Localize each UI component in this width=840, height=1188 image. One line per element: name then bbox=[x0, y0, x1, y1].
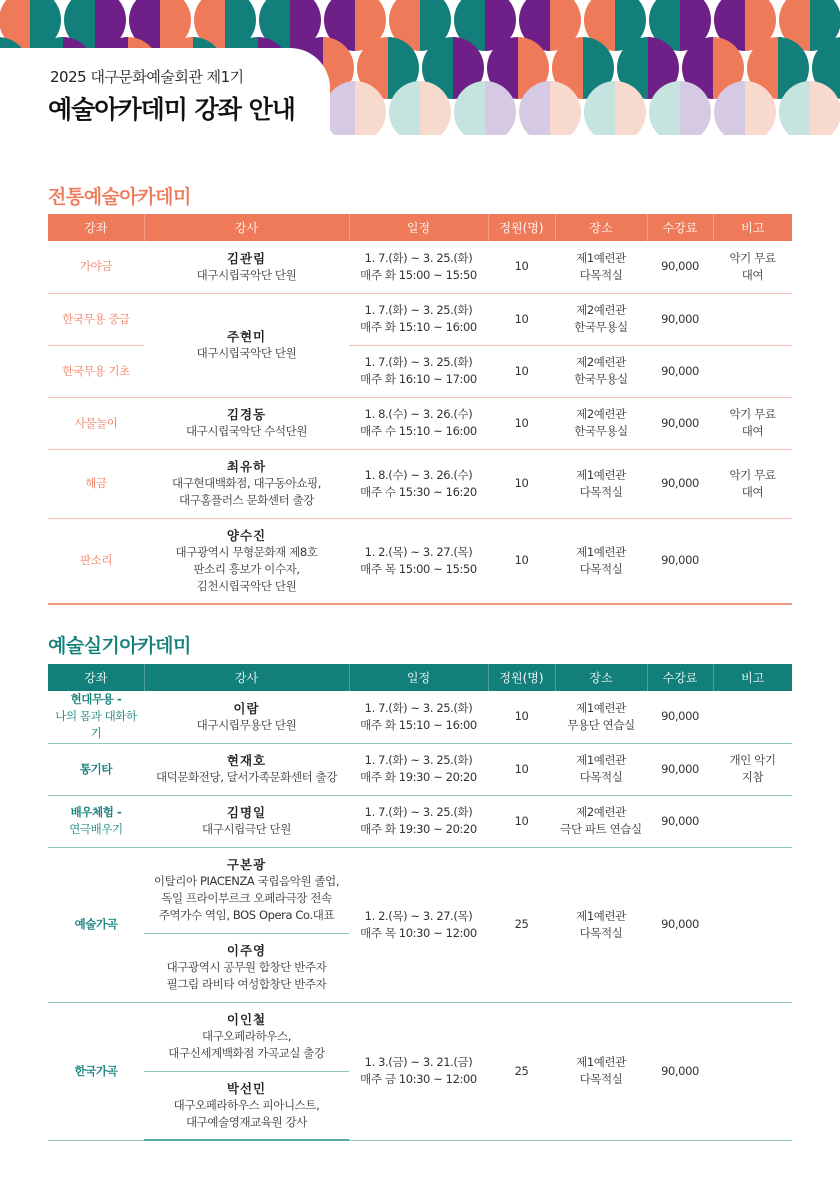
instructor-cell bbox=[144, 449, 349, 518]
table-row bbox=[48, 743, 792, 795]
schedule-cell bbox=[349, 397, 488, 449]
note bbox=[713, 847, 792, 1002]
fee: 90,000 bbox=[647, 847, 713, 1002]
instructor-name: 김경동 bbox=[226, 407, 267, 422]
course-name: 해금 bbox=[48, 449, 144, 518]
instructor-desc: 대덕문화전당, 달서가족문화센터 출강 bbox=[155, 770, 338, 784]
schedule-dates: 1. 7.(화) ~ 3. 25.(화) bbox=[364, 700, 473, 715]
schedule-cell bbox=[349, 449, 488, 518]
fee: 90,000 bbox=[647, 241, 713, 293]
course-name: 사물놀이 bbox=[48, 397, 144, 449]
instructor-desc: 대구시립국악단 단원 bbox=[196, 346, 297, 360]
col-header-capacity: 정원(명) bbox=[488, 214, 555, 241]
place-cell bbox=[555, 293, 647, 345]
place-cell bbox=[555, 691, 647, 743]
course-name: 한국무용 중급 bbox=[48, 293, 144, 345]
capacity: 10 bbox=[488, 293, 555, 345]
fee: 90,000 bbox=[647, 293, 713, 345]
table-header-row bbox=[48, 214, 792, 241]
course-name: 판소리 bbox=[48, 518, 144, 604]
note: 악기 무료 대여 bbox=[713, 397, 792, 449]
place-building: 제1예련관 bbox=[576, 1055, 626, 1069]
table-row bbox=[48, 397, 792, 449]
instructor-cell bbox=[144, 1071, 349, 1140]
instructor-cell bbox=[144, 847, 349, 933]
instructor-cell bbox=[144, 518, 349, 604]
page-subtitle: 2025 대구문화예술회관 제1기 bbox=[50, 68, 244, 86]
capacity: 10 bbox=[488, 743, 555, 795]
note: 개인 악기 지참 bbox=[713, 743, 792, 795]
schedule-cell bbox=[349, 518, 488, 604]
schedule-time: 매주 화 16:10 ~ 17:00 bbox=[360, 372, 477, 386]
note bbox=[713, 518, 792, 604]
col-header-instructor: 강사 bbox=[144, 214, 349, 241]
place-cell bbox=[555, 518, 647, 604]
schedule-dates: 1. 2.(목) ~ 3. 27.(목) bbox=[364, 908, 473, 923]
table-header-row bbox=[48, 664, 792, 691]
instructor-name: 최유하 bbox=[226, 459, 267, 474]
fee: 90,000 bbox=[647, 1002, 713, 1140]
note bbox=[713, 691, 792, 743]
place-cell bbox=[555, 743, 647, 795]
place-building: 제2예련관 bbox=[576, 805, 626, 819]
col-header-place: 장소 bbox=[555, 664, 647, 691]
schedule-cell bbox=[349, 691, 488, 743]
schedule-cell bbox=[349, 345, 488, 397]
col-header-course: 강좌 bbox=[48, 664, 144, 691]
col-header-note: 비고 bbox=[713, 214, 792, 241]
place-cell bbox=[555, 241, 647, 293]
schedule-time: 매주 화 15:10 ~ 16:00 bbox=[360, 717, 477, 732]
instructor-desc: 대구오페라하우스, 대구신세계백화점 가곡교실 출강 bbox=[168, 1029, 325, 1060]
instructor-cell bbox=[144, 691, 349, 743]
schedule-dates: 1. 7.(화) ~ 3. 25.(화) bbox=[364, 303, 473, 317]
capacity: 25 bbox=[488, 847, 555, 1002]
place-building: 제1예련관 bbox=[576, 250, 626, 265]
course-subtitle: 나의 몸과 대화하기 bbox=[55, 709, 137, 741]
table-row bbox=[48, 518, 792, 604]
schedule-time: 매주 화 19:30 ~ 20:20 bbox=[360, 770, 477, 784]
schedule-time: 매주 화 15:00 ~ 15:50 bbox=[360, 267, 477, 282]
instructor-name: 양수진 bbox=[226, 527, 267, 543]
place-building: 제1예련관 bbox=[576, 908, 626, 923]
instructor-name: 주현미 bbox=[226, 329, 267, 344]
col-header-note: 비고 bbox=[713, 664, 792, 691]
instructor-desc: 대구시립극단 단원 bbox=[202, 822, 291, 836]
schedule-dates: 1. 7.(화) ~ 3. 25.(화) bbox=[364, 753, 473, 767]
place-building: 제2예련관 bbox=[576, 407, 626, 421]
capacity: 10 bbox=[488, 691, 555, 743]
instructor-desc: 대구오페라하우스 피아니스트, 대구예술영재교육원 강사 bbox=[173, 1097, 320, 1129]
schedule-cell bbox=[349, 1002, 488, 1140]
schedule-time: 매주 목 10:30 ~ 12:00 bbox=[360, 925, 477, 940]
schedule-dates: 1. 3.(금) ~ 3. 21.(금) bbox=[364, 1055, 473, 1069]
capacity: 10 bbox=[488, 518, 555, 604]
course-name bbox=[48, 795, 144, 847]
note: 악기 무료 대여 bbox=[713, 241, 792, 293]
place-cell bbox=[555, 795, 647, 847]
instructor-name: 김명일 bbox=[226, 805, 267, 820]
instructor-desc: 이탈리아 PIACENZA 국립음악원 졸업, 독일 프라이부르크 오페라극장 전속 주역가수 역임, BOS Opera Co.대표 bbox=[153, 874, 340, 922]
col-header-schedule: 일정 bbox=[349, 664, 488, 691]
instructor-name: 현재호 bbox=[226, 753, 267, 768]
schedule-dates: 1. 8.(수) ~ 3. 26.(수) bbox=[364, 467, 473, 482]
capacity: 10 bbox=[488, 345, 555, 397]
schedule-cell bbox=[349, 241, 488, 293]
col-header-fee: 수강료 bbox=[647, 664, 713, 691]
course-subtitle: 연극배우기 bbox=[69, 822, 123, 836]
schedule-dates: 1. 7.(화) ~ 3. 25.(화) bbox=[364, 250, 473, 265]
schedule-time: 매주 목 15:00 ~ 15:50 bbox=[360, 561, 477, 576]
place-building: 제2예련관 bbox=[576, 303, 626, 317]
table-row bbox=[48, 293, 792, 345]
schedule-time: 매주 금 10:30 ~ 12:00 bbox=[360, 1072, 477, 1086]
table-row bbox=[48, 241, 792, 293]
traditional-course-table bbox=[48, 214, 792, 605]
schedule-dates: 1. 7.(화) ~ 3. 25.(화) bbox=[364, 355, 473, 369]
col-header-fee: 수강료 bbox=[647, 214, 713, 241]
instructor-desc: 대구광역시 무형문화재 제8호 판소리 흥보가 이수자, 김천시립국악단 단원 bbox=[175, 544, 318, 593]
page-title: 예술아카데미 강좌 안내 bbox=[48, 95, 295, 124]
col-header-place: 장소 bbox=[555, 214, 647, 241]
fee: 90,000 bbox=[647, 743, 713, 795]
instructor-name: 구본광 bbox=[226, 857, 267, 872]
instructor-cell bbox=[144, 241, 349, 293]
instructor-desc: 대구시립국악단 단원 bbox=[196, 267, 297, 282]
schedule-dates: 1. 8.(수) ~ 3. 26.(수) bbox=[364, 407, 473, 421]
course-title: 배우체험 - bbox=[70, 805, 122, 819]
table-row bbox=[48, 1002, 792, 1071]
note bbox=[713, 293, 792, 345]
place-building: 제1예련관 bbox=[576, 753, 626, 767]
schedule-dates: 1. 7.(화) ~ 3. 25.(화) bbox=[364, 805, 473, 819]
capacity: 10 bbox=[488, 795, 555, 847]
place-room: 다목적실 bbox=[579, 770, 623, 784]
note bbox=[713, 1002, 792, 1140]
section-title-traditional: 전통예술아카데미 bbox=[48, 186, 191, 208]
col-header-schedule: 일정 bbox=[349, 214, 488, 241]
instructor-cell bbox=[144, 795, 349, 847]
course-name bbox=[48, 691, 144, 743]
capacity: 10 bbox=[488, 241, 555, 293]
instructor-cell bbox=[144, 743, 349, 795]
course-name: 한국가곡 bbox=[48, 1002, 144, 1140]
table-row bbox=[48, 795, 792, 847]
capacity: 10 bbox=[488, 397, 555, 449]
place-cell bbox=[555, 345, 647, 397]
place-building: 제1예련관 bbox=[576, 467, 626, 482]
table-row bbox=[48, 449, 792, 518]
instructor-desc: 대구시립국악단 수석단원 bbox=[185, 424, 308, 438]
place-room: 다목적실 bbox=[579, 1072, 623, 1086]
practical-course-table bbox=[48, 664, 792, 1141]
note bbox=[713, 345, 792, 397]
schedule-cell bbox=[349, 795, 488, 847]
course-name: 가야금 bbox=[48, 241, 144, 293]
schedule-time: 매주 수 15:10 ~ 16:00 bbox=[360, 424, 477, 438]
place-room: 다목적실 bbox=[579, 484, 623, 499]
place-building: 제1예련관 bbox=[576, 544, 626, 559]
table-row bbox=[48, 847, 792, 933]
instructor-cell bbox=[144, 397, 349, 449]
instructor-cell bbox=[144, 1002, 349, 1071]
col-header-instructor: 강사 bbox=[144, 664, 349, 691]
place-building: 제2예련관 bbox=[576, 355, 626, 369]
schedule-time: 매주 화 19:30 ~ 20:20 bbox=[360, 822, 477, 836]
course-title: 현대무용 - bbox=[70, 692, 122, 707]
place-cell bbox=[555, 397, 647, 449]
schedule-cell bbox=[349, 293, 488, 345]
fee: 90,000 bbox=[647, 449, 713, 518]
course-name: 통기타 bbox=[48, 743, 144, 795]
schedule-time: 매주 수 15:30 ~ 16:20 bbox=[360, 484, 477, 499]
schedule-cell bbox=[349, 743, 488, 795]
place-cell bbox=[555, 847, 647, 1002]
note: 악기 무료 대여 bbox=[713, 449, 792, 518]
instructor-name: 이람 bbox=[233, 700, 260, 716]
section-title-practical: 예술실기아카데미 bbox=[48, 635, 191, 657]
fee: 90,000 bbox=[647, 345, 713, 397]
instructor-cell bbox=[144, 293, 349, 397]
instructor-name: 이주영 bbox=[226, 943, 267, 958]
schedule-cell bbox=[349, 847, 488, 1002]
table-row bbox=[48, 691, 792, 743]
instructor-desc: 대구현대백화점, 대구동아쇼핑, 대구홈플러스 문화센터 출강 bbox=[172, 476, 321, 507]
capacity: 10 bbox=[488, 449, 555, 518]
instructor-name: 박선민 bbox=[226, 1080, 267, 1096]
schedule-time: 매주 화 15:10 ~ 16:00 bbox=[360, 320, 477, 334]
instructor-cell bbox=[144, 933, 349, 1002]
place-cell bbox=[555, 1002, 647, 1140]
place-room: 한국무용실 bbox=[574, 320, 628, 334]
instructor-name: 김관림 bbox=[226, 250, 267, 266]
fee: 90,000 bbox=[647, 397, 713, 449]
place-room: 다목적실 bbox=[579, 267, 623, 282]
course-name: 예술가곡 bbox=[48, 847, 144, 1002]
place-building: 제1예련관 bbox=[576, 700, 626, 715]
col-header-capacity: 정원(명) bbox=[488, 664, 555, 691]
place-room: 다목적실 bbox=[579, 561, 623, 576]
place-room: 극단 파트 연습실 bbox=[560, 822, 642, 836]
instructor-desc: 대구시립무용단 단원 bbox=[196, 717, 297, 732]
place-room: 한국무용실 bbox=[574, 424, 628, 438]
fee: 90,000 bbox=[647, 795, 713, 847]
place-room: 다목적실 bbox=[579, 925, 623, 940]
place-room: 무용단 연습실 bbox=[567, 717, 635, 732]
place-cell bbox=[555, 449, 647, 518]
place-room: 한국무용실 bbox=[574, 372, 628, 386]
instructor-name: 이인철 bbox=[226, 1012, 267, 1027]
instructor-desc: 대구광역시 공무원 합창단 반주자 필그림 라비타 여성합창단 반주자 bbox=[166, 960, 327, 991]
course-name: 한국무용 기초 bbox=[48, 345, 144, 397]
capacity: 25 bbox=[488, 1002, 555, 1140]
col-header-course: 강좌 bbox=[48, 214, 144, 241]
fee: 90,000 bbox=[647, 691, 713, 743]
fee: 90,000 bbox=[647, 518, 713, 604]
note bbox=[713, 795, 792, 847]
schedule-dates: 1. 2.(목) ~ 3. 27.(목) bbox=[364, 544, 473, 559]
